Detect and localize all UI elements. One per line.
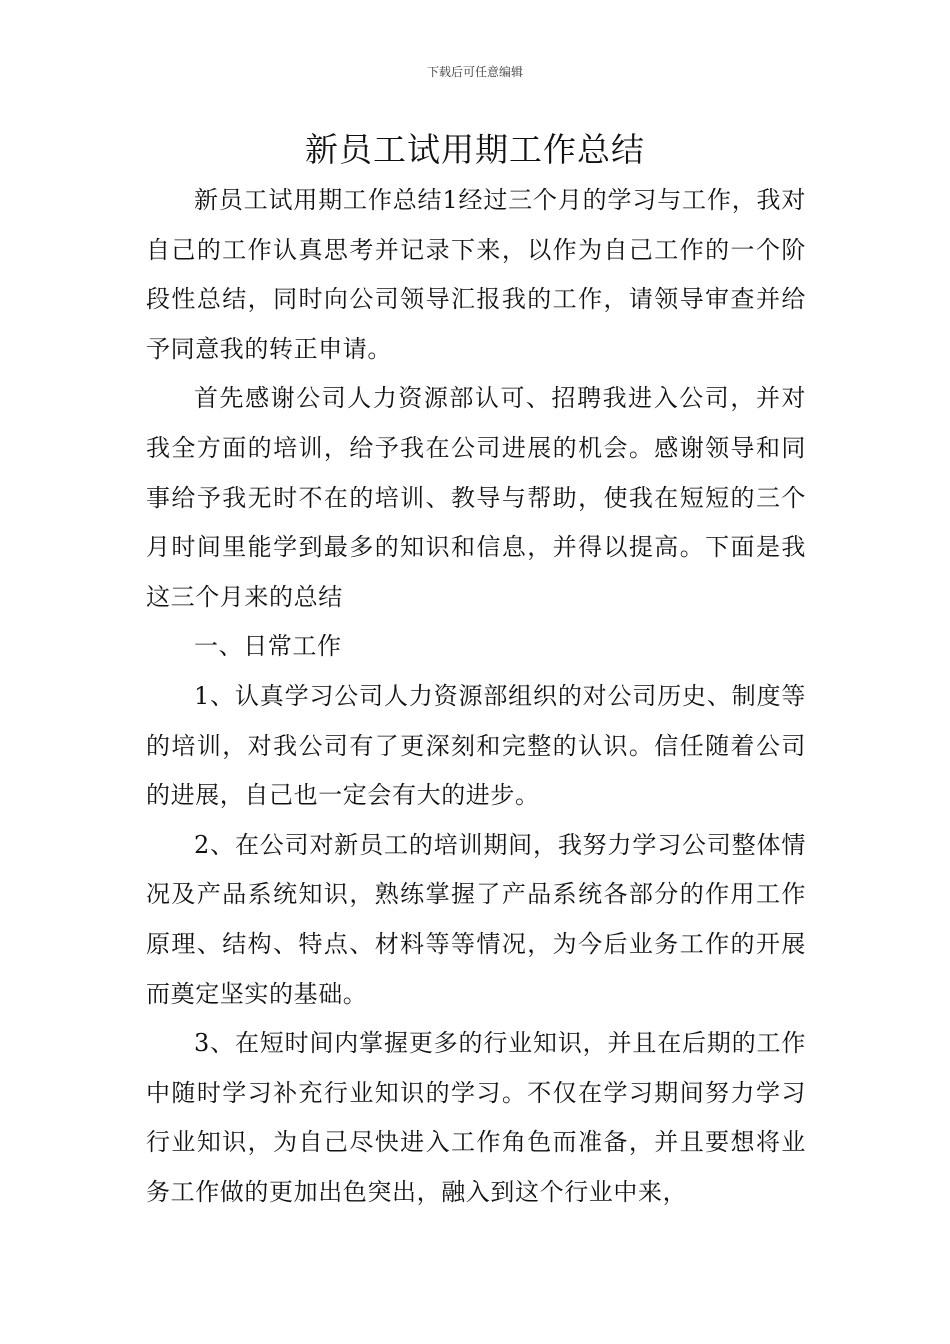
- paragraph-intro: 新员工试用期工作总结1经过三个月的学习与工作，我对自己的工作认真思考并记录下来，以作为自己工作的一个阶段性总结，同时向公司领导汇报我的工作，请领导审查并给予同意我的转正申请。: [146, 186, 806, 363]
- document-body: [146, 176, 806, 1217]
- section-heading-daily-work: 一、日常工作: [194, 632, 342, 661]
- header-note: 下载后可任意编辑: [426, 65, 523, 79]
- paragraph-item-2: 2、在公司对新员工的培训期间，我努力学习公司整体情况及产品系统知识，熟练掌握了产品系统各部分的作用工作原理、结构、特点、材料等等情况，为今后业务工作的开展而奠定坚实的基础。: [146, 830, 806, 1008]
- paragraph-thanks: 首先感谢公司人力资源部认可、招聘我进入公司，并对我全方面的培训，给予我在公司进展的机会。感谢领导和同事给予我无时不在的培训、教导与帮助，使我在短短的三个月时间里能学到最多的知识和信息，并得以提高。下面是我这三个月来的总结: [146, 384, 806, 611]
- paragraph-item-3: 3、在短时间内掌握更多的行业知识，并且在后期的工作中随时学习补充行业知识的学习。不仅在学习期间努力学习行业知识，为自己尽快进入工作角色而准备，并且要想将业务工作做的更加出色突出，融入到这个行业中来，: [146, 1029, 806, 1206]
- paragraph-item-1: 1、认真学习公司人力资源部组织的对公司历史、制度等的培训，对我公司有了更深刻和完整的认识。信任随着公司的进展，自己也一定会有大的进步。: [146, 681, 806, 810]
- document-title: 新员工试用期工作总结: [305, 130, 645, 169]
